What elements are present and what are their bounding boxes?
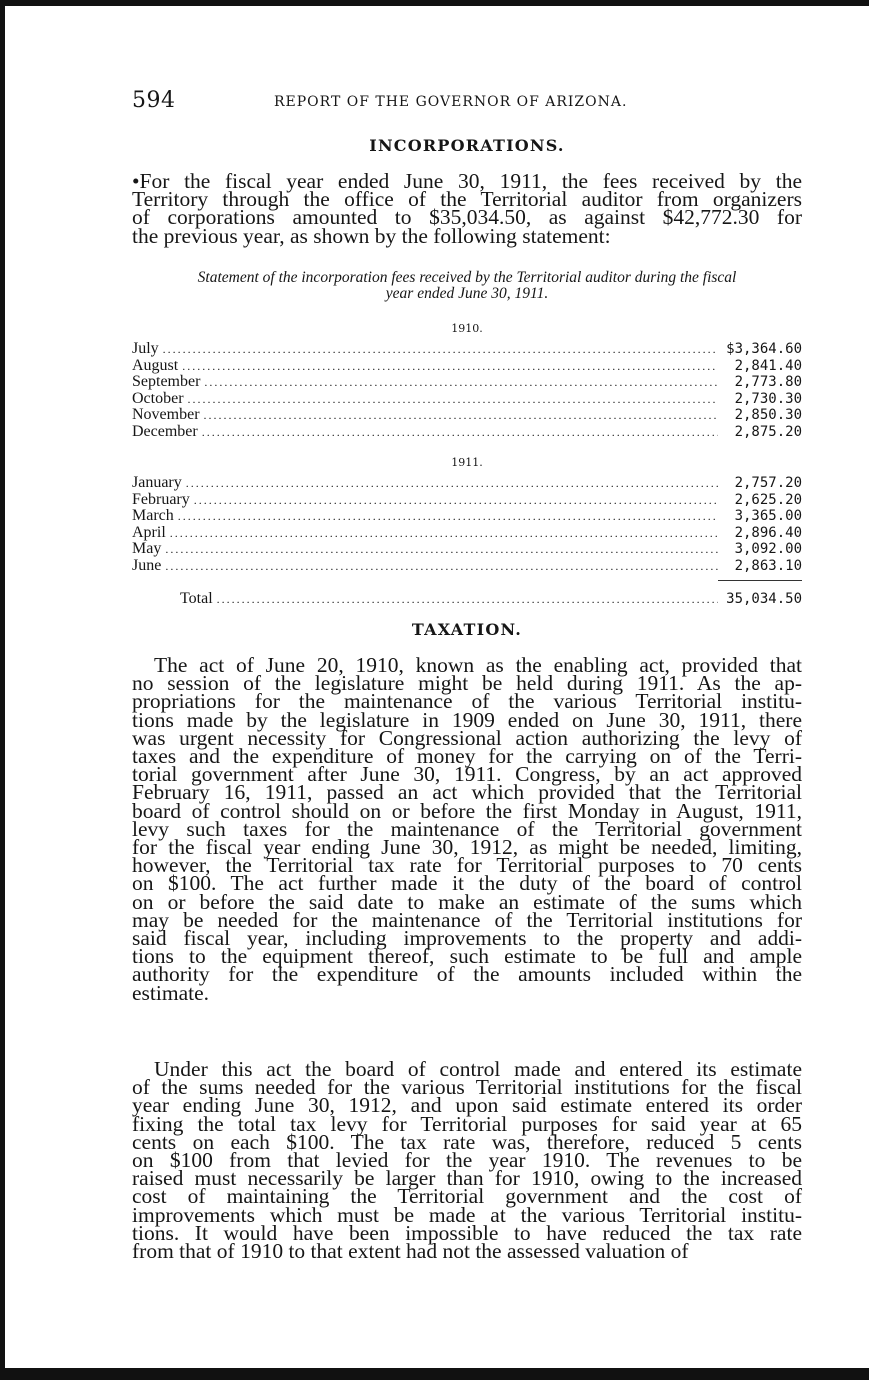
- page-number: 594: [132, 88, 176, 113]
- text-line: fixing the total tax levy for Territorial purposes for said year at 65: [132, 1111, 802, 1136]
- table-row: [132, 540, 802, 556]
- text-line: cost of maintaining the Territorial government and the cost of: [132, 1184, 802, 1209]
- caption-line: Statement of the incorporation fees received by the Territorial auditor during the fiscal: [197, 269, 737, 286]
- scan-border-left: [0, 0, 5, 1380]
- year-label: 1910.: [451, 322, 483, 335]
- text-line: no session of the legislature might be held during 1911. As the ap-: [132, 671, 802, 696]
- text-line: of the sums needed for the various Territorial institutions for the fiscal: [132, 1075, 802, 1100]
- text-line: cents on each $100. The tax rate was, therefore, reduced 5 cents: [132, 1129, 802, 1154]
- text-line: was urgent necessity for Congressional action authorizing the levy of: [132, 725, 802, 750]
- table-row: [132, 390, 802, 406]
- text-line: Territory through the office of the Territorial auditor from organizers: [132, 187, 802, 212]
- fee-amount: 2,730.30: [734, 390, 802, 407]
- scan-border-bottom: [0, 1368, 869, 1380]
- leader-dots: [165, 559, 718, 574]
- fee-amount: 2,896.40: [734, 524, 802, 541]
- running-title: REPORT OF THE GOVERNOR OF ARIZONA.: [274, 94, 628, 110]
- table-row: [132, 423, 802, 439]
- fee-amount: 2,863.10: [734, 558, 802, 574]
- text-line: torial government after June 30, 1911. Congress, by an act approved: [132, 762, 802, 787]
- month-label: December: [132, 423, 198, 440]
- month-label: September: [132, 373, 201, 391]
- total-label: Total: [180, 590, 213, 607]
- taxation-paragraph-2: [132, 1057, 802, 1264]
- fee-amount: 3,092.00: [734, 541, 802, 558]
- month-label: July: [132, 340, 159, 357]
- text-line: the previous year, as shown by the following statement:: [132, 223, 611, 248]
- table-row: [132, 524, 802, 540]
- fee-amount: 2,773.80: [734, 374, 802, 391]
- month-label: April: [132, 523, 166, 541]
- leader-dots: [204, 408, 718, 423]
- fee-amount: 2,757.20: [734, 475, 802, 491]
- text-line: year ending June 30, 1912, and upon said estimate entered its order: [132, 1093, 802, 1118]
- text-line: of corporations amounted to $35,034.50, as against $42,772.30 for: [132, 205, 802, 230]
- text-line: propriations for the maintenance of the various Territorial institu-: [132, 689, 802, 714]
- text-line: estimate.: [132, 980, 210, 1005]
- table-row: [132, 373, 802, 389]
- text-line: may be needed for the maintenance of the Territorial institutions for: [132, 907, 802, 932]
- text-line: for the fiscal year ending June 30, 1912, as might be needed, limiting,: [132, 835, 802, 860]
- text-line: however, the Territorial tax rate for Territorial purposes to 70 cents: [132, 853, 802, 878]
- fee-amount: 2,625.20: [734, 491, 802, 508]
- leader-dots: [170, 526, 718, 541]
- table-row: [132, 474, 802, 490]
- text-line: tions. It would have been impossible to have reduced the tax rate: [132, 1220, 802, 1245]
- month-label: May: [132, 540, 162, 558]
- text-line: Under this act the board of control made and entered its estimate: [154, 1057, 802, 1081]
- text-line: tions made by the legislature in 1909 ended on June 30, 1911, there: [132, 707, 802, 732]
- table-row: [132, 507, 802, 523]
- taxation-paragraph-1: [132, 653, 802, 1005]
- leader-dots: [165, 542, 718, 557]
- text-line: said fiscal year, including improvements to the property and addi-: [132, 926, 802, 951]
- fee-amount: 3,365.00: [734, 508, 802, 525]
- year-label: 1911.: [451, 456, 483, 469]
- text-line: improvements which must be made at the various Territorial institu-: [132, 1202, 802, 1227]
- leader-dots: [194, 493, 718, 508]
- fee-amount: 2,841.40: [734, 357, 802, 374]
- text-line: on or before the said date to make an estimate of the sums which: [132, 889, 802, 914]
- text-line: The act of June 20, 1910, known as the enabling act, provided that: [154, 653, 802, 677]
- table-row: [132, 557, 802, 573]
- taxation-heading: TAXATION.: [411, 620, 523, 639]
- total-row: [180, 590, 802, 606]
- table-row: [132, 491, 802, 507]
- leader-dots: [182, 359, 718, 374]
- month-label: June: [132, 557, 162, 574]
- month-label: March: [132, 507, 174, 525]
- leader-dots: [204, 375, 718, 390]
- text-line: February 16, 1911, passed an act which provided that the Territorial: [132, 780, 802, 805]
- text-line: board of control should on or before the first Monday in August, 1911,: [132, 798, 802, 823]
- text-line: •For the fiscal year ended June 30, 1911, the fees received by the: [132, 169, 802, 193]
- text-line: levy such taxes for the maintenance of the Territorial government: [132, 816, 802, 841]
- text-line: on $100. The act further made it the duty of the board of control: [132, 871, 802, 896]
- table-row: [132, 340, 802, 356]
- text-line: authority for the expenditure of the amounts included within the: [132, 962, 802, 987]
- page-header: [132, 88, 802, 118]
- total-rule: [718, 580, 802, 581]
- leader-dots: [163, 342, 718, 357]
- leader-dots: [178, 509, 718, 524]
- caption-line: year ended June 30, 1911.: [385, 285, 549, 302]
- incorporations-intro: [132, 169, 802, 248]
- month-label: October: [132, 389, 184, 407]
- incorporations-heading: INCORPORATIONS.: [369, 136, 565, 155]
- text-line: raised must necessarily be larger than for 1910, owing to the increased: [132, 1166, 802, 1191]
- fee-amount: $3,364.60: [726, 341, 802, 357]
- leader-dots: [188, 392, 718, 407]
- month-label: August: [132, 356, 179, 374]
- text-line: from that of 1910 to that extent had not the assessed valuation of: [132, 1239, 689, 1264]
- statement-caption: [132, 270, 802, 302]
- text-line: tions to the equipment thereof, such estimate to be full and ample: [132, 944, 802, 969]
- scan-border-top: [0, 0, 869, 6]
- fee-amount: 2,850.30: [734, 407, 802, 424]
- month-label: January: [132, 474, 182, 491]
- text-line: on $100 from that levied for the year 1910. The revenues to be: [132, 1148, 802, 1173]
- leader-dots: [186, 476, 718, 491]
- table-row: [132, 406, 802, 422]
- month-label: November: [132, 406, 200, 424]
- text-line: taxes and the expenditure of money for the carrying on of the Terri-: [132, 744, 802, 769]
- month-label: February: [132, 490, 190, 508]
- total-amount: 35,034.50: [726, 591, 802, 607]
- leader-dots: [202, 425, 718, 440]
- fee-amount: 2,875.20: [734, 424, 802, 440]
- table-row: [132, 357, 802, 373]
- leader-dots: [217, 592, 718, 607]
